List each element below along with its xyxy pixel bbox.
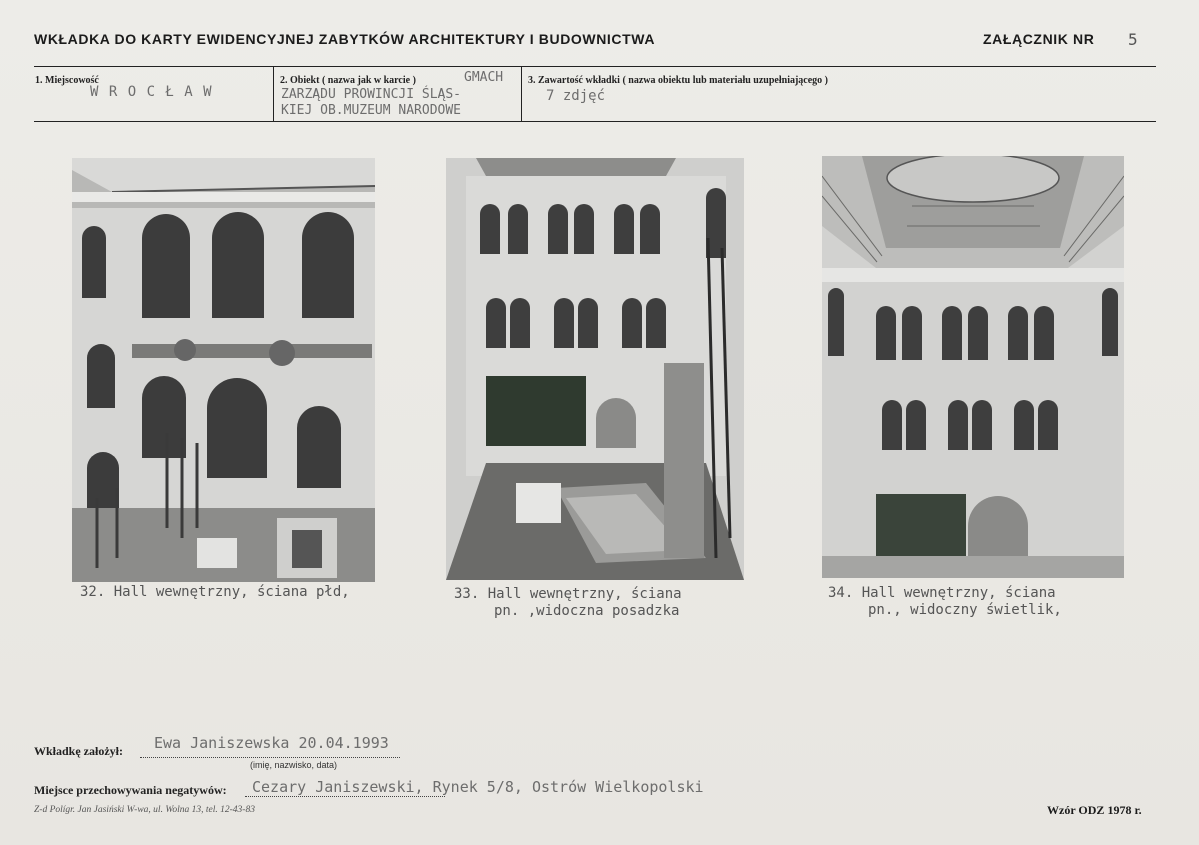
photo-32-hall-south-wall — [72, 158, 375, 582]
locality-value: W R O C Ł A W — [90, 84, 213, 100]
contents-label: 3. Zawartość wkładki ( nazwa obiektu lub materiału uzupełniającego ) — [528, 75, 829, 86]
document-title: WKŁADKA DO KARTY EWIDENCYJNEJ ZABYTKÓW ARCHITEKTURY I BUDOWNICTWA — [34, 31, 656, 47]
created-by-label: Wkładkę założył: — [34, 744, 123, 758]
object-value-line1: GMACH — [464, 70, 504, 85]
created-by-line — [140, 757, 400, 758]
photo-33-hall-north-wall-floor — [446, 158, 744, 580]
field-divider-2 — [521, 66, 522, 122]
form-model: Wzór ODZ 1978 r. — [1047, 803, 1142, 817]
printer-imprint: Z-d Polígr. Jan Jasiński W-wa, ul. Wolna 13, tel. 12-43-83 — [34, 805, 255, 815]
photo-33-caption-line2: pn. ,widoczna posadzka — [494, 603, 680, 619]
object-label: 2. Obiekt ( nazwa jak w karcie ) — [280, 75, 416, 86]
photo-33-caption-line1: 33. Hall wewnętrzny, ściana — [454, 586, 682, 602]
negatives-storage-value: Cezary Janiszewski, Rynek 5/8, Ostrów Wielkopolski — [252, 778, 704, 796]
photo-32-caption-line1: 32. Hall wewnętrzny, ściana płd, — [80, 584, 350, 600]
object-value-line2: ZARZĄDU PROWINCJI ŚLĄS- — [281, 87, 462, 102]
negatives-storage-line — [245, 796, 445, 797]
created-by-value: Ewa Janiszewska 20.04.1993 — [154, 734, 389, 752]
object-value-line3: KIEJ OB.MUZEUM NARODOWE — [281, 103, 462, 118]
locality-label: 1. Miejscowość — [35, 75, 99, 86]
negatives-storage-label: Miejsce przechowywania negatywów: — [34, 783, 227, 797]
photo-34-caption-line1: 34. Hall wewnętrzny, ściana — [828, 585, 1056, 601]
photo-34-caption-line2: pn., widoczny świetlik, — [868, 602, 1062, 618]
field-divider-1 — [273, 66, 274, 122]
annex-number: 5 — [1128, 30, 1138, 49]
created-by-hint: (imię, nazwisko, data) — [250, 760, 338, 770]
annex-label: ZAŁĄCZNIK NR — [983, 31, 1095, 47]
photo-34-hall-north-wall-skylight — [822, 156, 1124, 578]
header-top-rule — [34, 66, 1156, 67]
contents-value: 7 zdjęć — [546, 88, 606, 104]
header-bottom-rule — [34, 121, 1156, 122]
